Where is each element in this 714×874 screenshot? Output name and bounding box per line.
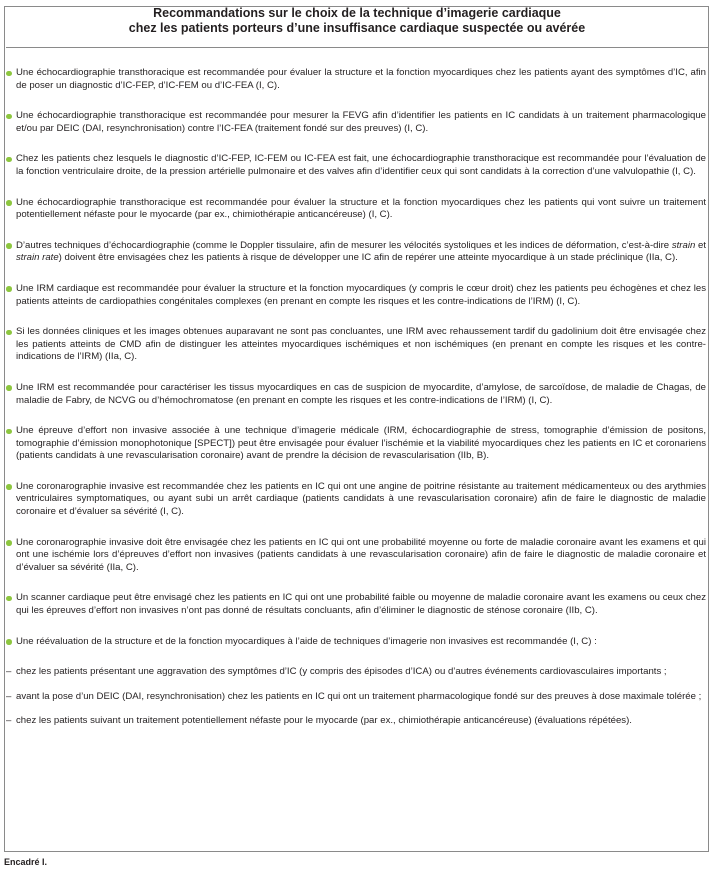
recommendation-text <box>16 240 706 264</box>
sub-item <box>6 666 706 679</box>
text-part: ) doivent être envisagées chez les patients à risque de développer une IC afin de repérer une atteinte myocardique à un stade préclinique (IIa, C). <box>58 252 678 264</box>
recommendation-item <box>6 67 706 92</box>
bullet-icon <box>6 385 12 391</box>
recommendation-item <box>6 197 706 222</box>
recommendation-text: Une IRM est recommandée pour caractériser les tissus myocardiques en cas de suspicion de myocardite, d’amylose, de sarcoïdose, de maladie de Chagas, de maladie de Fabry, de NCVG ou d’hémochromatose (en prenant en compte les risques et les contre-indications de l’IRM) (I, C). <box>16 381 706 406</box>
bullet-icon <box>6 71 12 77</box>
recommendation-item <box>6 283 706 308</box>
sub-item <box>6 691 706 704</box>
recommendation-item <box>6 240 706 265</box>
box-title-line-2: chez les patients porteurs d’une insuffisance cardiaque suspectée ou avérée <box>128 21 586 35</box>
title-divider <box>6 47 708 48</box>
dash-marker: – <box>6 715 12 727</box>
recommendation-text: Une épreuve d’effort non invasive associée à une technique d’imagerie médicale (IRM, échocardiographie de stress, tomographie d’émission de positons, tomographie d’émission monophotonique [SPECT]) peut être envisagée pour évaluer l’ischémie et la viabilité myocardiques chez les patients en IC et coronariens (patients candidats à une revascularisation coronaire) avant de prendre la décision de revascularisation (IIb, B). <box>16 425 706 462</box>
recommendation-text: Une échocardiographie transthoracique est recommandée pour évaluer la structure et la fonction myocardiques chez les patients ayant des symptômes d’IC, afin de poser un diagnostic d’IC-FEP, d’IC-FEM ou d’IC-FEA (I, C). <box>16 67 706 91</box>
sub-item-text: chez les patients présentant une aggravation des symptômes d’IC (y compris des épisodes d’ICA) ou d’autres événements cardiovasculaires importants ; <box>16 666 667 678</box>
recommendation-text: Une coronarographie invasive est recommandée chez les patients en IC qui ont une angine de poitrine résistante au traitement médicamenteux ou des arythmies ventriculaires symptomatiques, ou ayant subi un arrêt cardiaque (patients candidats à une revascularisation coronaire) afin de faire le diagnostic de maladie coronaire et d’évaluer sa sévérité (I, C). <box>16 480 706 518</box>
bullet-icon <box>6 200 12 206</box>
recommendation-text: Une échocardiographie transthoracique est recommandée pour mesurer la FEVG afin d’identifier les patients en IC candidats à un traitement pharmacologique et/ou par DEIC (DAI, resynchronisation) contre l’IC-FEA (traitement fondé sur des preuves) (I, C). <box>16 110 706 134</box>
recommendation-item <box>6 481 706 519</box>
recommendation-text: Une coronarographie invasive doit être envisagée chez les patients en IC qui ont une probabilité moyenne ou forte de maladie coronaire avant les examens et qui ont une ischémie lors d’épreuves d’effort non invasives (patients candidats à une revascularisation coronaire) afin de faire le diagnostic de maladie coronaire et d’évaluer sa sévérité (IIa, C). <box>16 536 706 573</box>
bullet-icon <box>6 157 12 163</box>
recommendation-text: Une réévaluation de la structure et de la fonction myocardiques à l’aide de techniques d’imagerie non invasives est recommandée (I, C) : <box>16 635 597 647</box>
text-part: D’autres techniques d’échocardiographie (comme le Doppler tissulaire, afin de mesurer les vélocités systoliques et les indices de déformation, c’est-à-dire <box>16 239 672 251</box>
recommendation-list <box>6 67 706 740</box>
recommendation-item <box>6 326 706 364</box>
recommendation-item <box>6 153 706 178</box>
dash-marker: – <box>6 690 12 702</box>
bullet-icon <box>6 429 12 435</box>
bullet-icon <box>6 540 12 546</box>
box-title <box>0 6 714 36</box>
bullet-icon <box>6 286 12 292</box>
italic-term: strain rate <box>16 252 59 264</box>
bullet-icon <box>6 639 12 645</box>
recommendation-item <box>6 537 706 575</box>
recommendation-item <box>6 110 706 135</box>
bullet-icon <box>6 330 12 336</box>
recommendation-item <box>6 382 706 407</box>
sub-item <box>6 715 706 728</box>
recommendation-text: Une IRM cardiaque est recommandée pour évaluer la structure et la fonction myocardiques (y compris le cœur droit) chez les patients peu échogènes et chez les patients atteints de cardiopathies congénitales complexes (en prenant en compte les risques et les contre-indications de l’IRM) (I, C). <box>16 282 706 307</box>
figure-caption: Encadré I. <box>4 857 48 867</box>
sub-item-text: avant la pose d’un DEIC (DAI, resynchronisation) chez les patients en IC qui ont un traitement pharmacologique fondé sur des preuves à dose maximale tolérée ; <box>16 690 702 702</box>
bullet-icon <box>6 114 12 120</box>
italic-term: strain <box>671 239 696 251</box>
sub-item-text: chez les patients suivant un traitement potentiellement néfaste pour le myocarde (par ex., chimiothérapie anticancéreuse) (évaluations répétées). <box>16 715 632 727</box>
text-part: et <box>695 239 707 251</box>
dash-marker: – <box>6 666 12 678</box>
bullet-icon <box>6 484 12 490</box>
box-title-line-1: Recommandations sur le choix de la technique d’imagerie cardiaque <box>153 6 561 20</box>
recommendation-text: Une échocardiographie transthoracique est recommandée pour évaluer la structure et la fonction myocardiques chez les patients qui vont suivre un traitement potentiellement néfaste pour le myocarde (par ex., chimiothérapie anticancéreuse) (I, C). <box>16 196 706 221</box>
recommendation-text: Chez les patients chez lesquels le diagnostic d’IC-FEP, IC-FEM ou IC-FEA est fait, une échocardiographie transthoracique est recommandée pour l’évaluation de la fonction ventriculaire droite, de la pression artérielle pulmonaire et des valves afin d’identifier ceux qui sont candidats à la correction d’une valvulopathie (I, C). <box>16 153 706 177</box>
recommendation-item <box>6 636 706 649</box>
bullet-icon <box>6 243 12 249</box>
recommendation-item <box>6 425 706 463</box>
recommendation-text: Un scanner cardiaque peut être envisagé chez les patients en IC qui ont une probabilité faible ou moyenne de maladie coronaire avant les examens ou ceux chez qui les épreuves d’effort non invasives n’ont pas donné de résultats concluants, afin d’éliminer le diagnostic de sténose coronaire (IIb, C). <box>16 592 706 617</box>
recommendation-item <box>6 592 706 617</box>
bullet-icon <box>6 596 12 602</box>
recommendation-text: Si les données cliniques et les images obtenues auparavant ne sont pas concluantes, une IRM avec rehaussement tardif du gadolinium doit être envisagée chez les patients atteints de CMD afin de distinguer les atteintes myocardiques ischémiques et non ischémiques (en prenant en compte les risques et les contre-indications de l’IRM) (IIa, C). <box>16 326 706 363</box>
